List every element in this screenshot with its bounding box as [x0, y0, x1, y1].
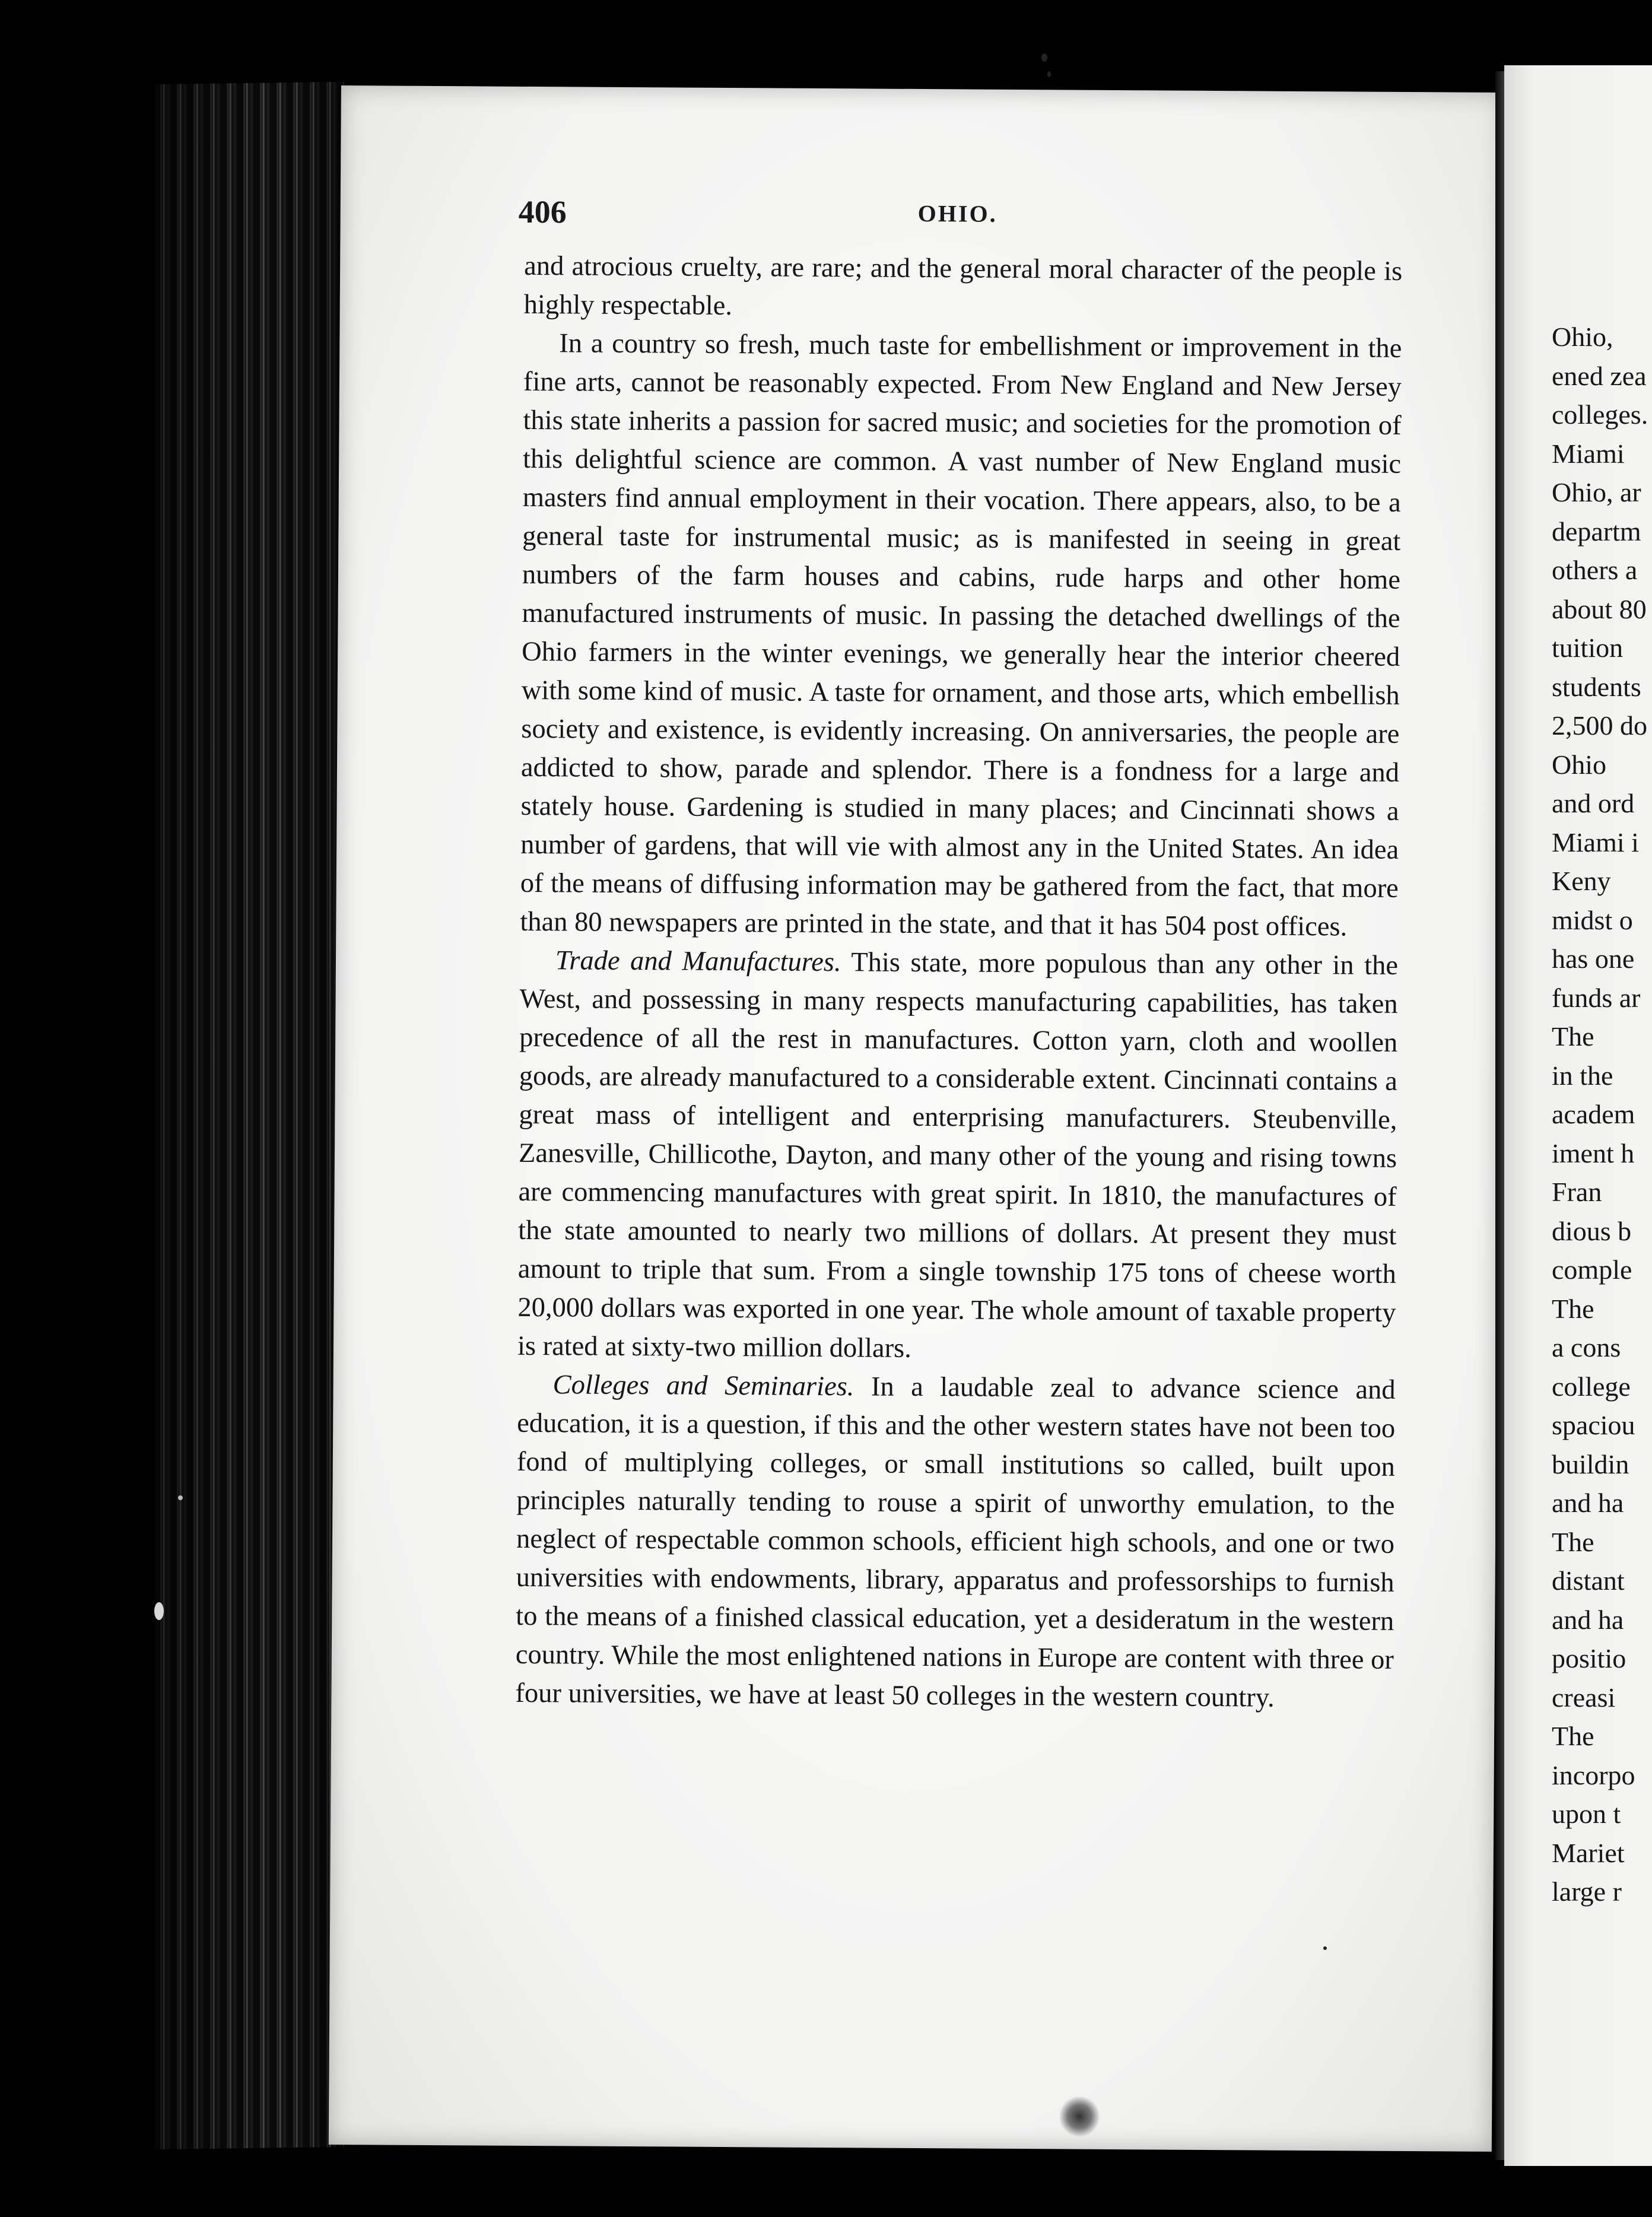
- facing-page-line: a cons: [1552, 1332, 1621, 1362]
- facing-page-line: and ha: [1552, 1488, 1624, 1518]
- facing-page-line: distant: [1552, 1565, 1625, 1596]
- dust-speck: [154, 1602, 164, 1620]
- facing-page-line: Ohio: [1552, 749, 1606, 780]
- facing-page-line: tuition: [1552, 633, 1624, 663]
- paragraph: [524, 247, 1403, 329]
- facing-page-line: The: [1552, 1021, 1594, 1052]
- facing-page-line: dious b: [1552, 1215, 1632, 1246]
- facing-page-line: Keny: [1552, 866, 1611, 896]
- dust-speck: [178, 1495, 183, 1500]
- running-title: OHIO.: [917, 199, 997, 227]
- facing-page-line: college: [1552, 1371, 1631, 1402]
- facing-page-line: Mariet: [1552, 1837, 1625, 1868]
- left-page: [329, 85, 1504, 2152]
- facing-page-line: academ: [1552, 1099, 1635, 1129]
- dust-speck: [1047, 71, 1051, 77]
- page-stack-edges: [154, 82, 344, 2149]
- facing-page-line: comple: [1552, 1254, 1632, 1285]
- paragraph: [517, 941, 1398, 1371]
- facing-page-line: spaciou: [1552, 1410, 1635, 1440]
- facing-page-line: students: [1552, 671, 1641, 702]
- facing-page-line: in the: [1552, 1060, 1613, 1091]
- facing-page-line: buildin: [1552, 1449, 1629, 1479]
- section-heading: Colleges and Seminaries.: [552, 1370, 854, 1402]
- facing-page-line: large r: [1552, 1876, 1622, 1907]
- body-text: [515, 247, 1402, 1718]
- facing-page-line: Miami i: [1552, 827, 1639, 857]
- ink-blot: [1059, 2095, 1100, 2137]
- facing-page-line: Ohio,: [1552, 322, 1613, 352]
- dust-speck: [1323, 1946, 1327, 1950]
- facing-page-line: upon t: [1552, 1799, 1621, 1829]
- facing-page-text: [1552, 317, 1652, 1911]
- facing-page-line: funds ar: [1552, 982, 1641, 1013]
- paragraph-text: This state, more populous than any other in the West, and possessing in many respects manufacturing capabilities, has taken precedence of all the rest in manufactures. Cotton yarn, cloth and woollen goods, are already manufactured to a considerable extent. Cincinnati contains a great mass of intelligent and enterprising manufacturers. Steubenville, Zanesville, Chillicothe, Dayton, and many other of the young and rising towns are commencing manufactures with great spirit. In 1810, the manufactures of the state amounted to nearly two millions of dollars. At present they must amount to triple that sum. From a single township 175 tons of cheese worth 20,000 dollars was exported in one year. The whole amount of taxable property is rated at sixty-two million dollars.: [517, 947, 1399, 1364]
- facing-page-line: The: [1552, 1293, 1594, 1324]
- page-number: 406: [518, 193, 567, 230]
- facing-page-line: The: [1552, 1721, 1594, 1751]
- facing-page-line: Ohio, ar: [1552, 477, 1641, 507]
- facing-page-line: midst o: [1552, 904, 1633, 935]
- facing-page-line: The: [1552, 1526, 1594, 1557]
- paragraph-text: and atrocious cruelty, are rare; and the general moral character of the people is highly respectable.: [523, 250, 1403, 322]
- paragraph: [515, 1365, 1396, 1718]
- paragraph-text: In a laudable zeal to advance science and education, it is a question, if this and the other western states have not been too fond of multiplying colleges, or small institutions so called, built upon principles naturally tending to rouse a spirit of unworthy emulation, to the neglect of respectable common schools, efficient high schools, and one or two universities with endowments, library, apparatus and professorships to furnish to the means of a finished classical education, yet a desideratum in the western country. While the most enlightened nations in Europe are content with three or four universities, we have at least 50 colleges in the western country.: [515, 1371, 1396, 1713]
- dust-speck: [1041, 53, 1047, 62]
- facing-page-line: and ha: [1552, 1604, 1624, 1635]
- facing-page: [1504, 65, 1652, 2166]
- facing-page-line: Fran: [1552, 1177, 1602, 1207]
- facing-page-line: iment h: [1552, 1138, 1635, 1168]
- facing-page-line: colleges.: [1552, 399, 1648, 430]
- section-heading: Trade and Manufactures.: [555, 945, 841, 978]
- facing-page-line: 2,500 do: [1552, 710, 1647, 741]
- facing-page-line: Miami: [1552, 438, 1625, 469]
- facing-page-line: and ord: [1552, 788, 1635, 818]
- facing-page-line: has one: [1552, 944, 1635, 974]
- facing-page-line: departm: [1552, 516, 1641, 547]
- paragraph: [520, 324, 1402, 946]
- facing-page-line: incorpo: [1552, 1759, 1635, 1790]
- facing-page-line: positio: [1552, 1643, 1626, 1673]
- running-head: [518, 193, 1396, 240]
- facing-page-line: ened zea: [1552, 360, 1647, 391]
- paragraph-text: In a country so fresh, much taste for embellishment or improvement in the fine arts, cannot be reasonably expected. From New England and New Jersey this state inherits a passion for sacred music; and societies for the promotion of this delightful science are common. A vast number of New England music masters find annual employment in their vocation. There appears, also, to be a general taste for instrumental music; as is manifested in seeing in great numbers of the farm houses and cabins, rude harps and other home manufactured instruments of music. In passing the detached dwellings of the Ohio farmers in the winter evenings, we generally hear the interior cheered with some kind of music. A taste for ornament, and those arts, which embellish society and existence, is evidently increasing. On anniversaries, the people are addicted to show, parade and splendor. There is a fondness for a large and stately house. Gardening is studied in many places; and Cincinnati shows a number of gardens, that will vie with almost any in the United States. An idea of the means of diffusing information may be gathered from the fact, that more than 80 newspapers are printed in the state, and that it has 504 post offices.: [520, 328, 1402, 942]
- facing-page-line: creasi: [1552, 1682, 1616, 1713]
- facing-page-line: about 80: [1552, 593, 1647, 624]
- facing-page-line: others a: [1552, 555, 1638, 585]
